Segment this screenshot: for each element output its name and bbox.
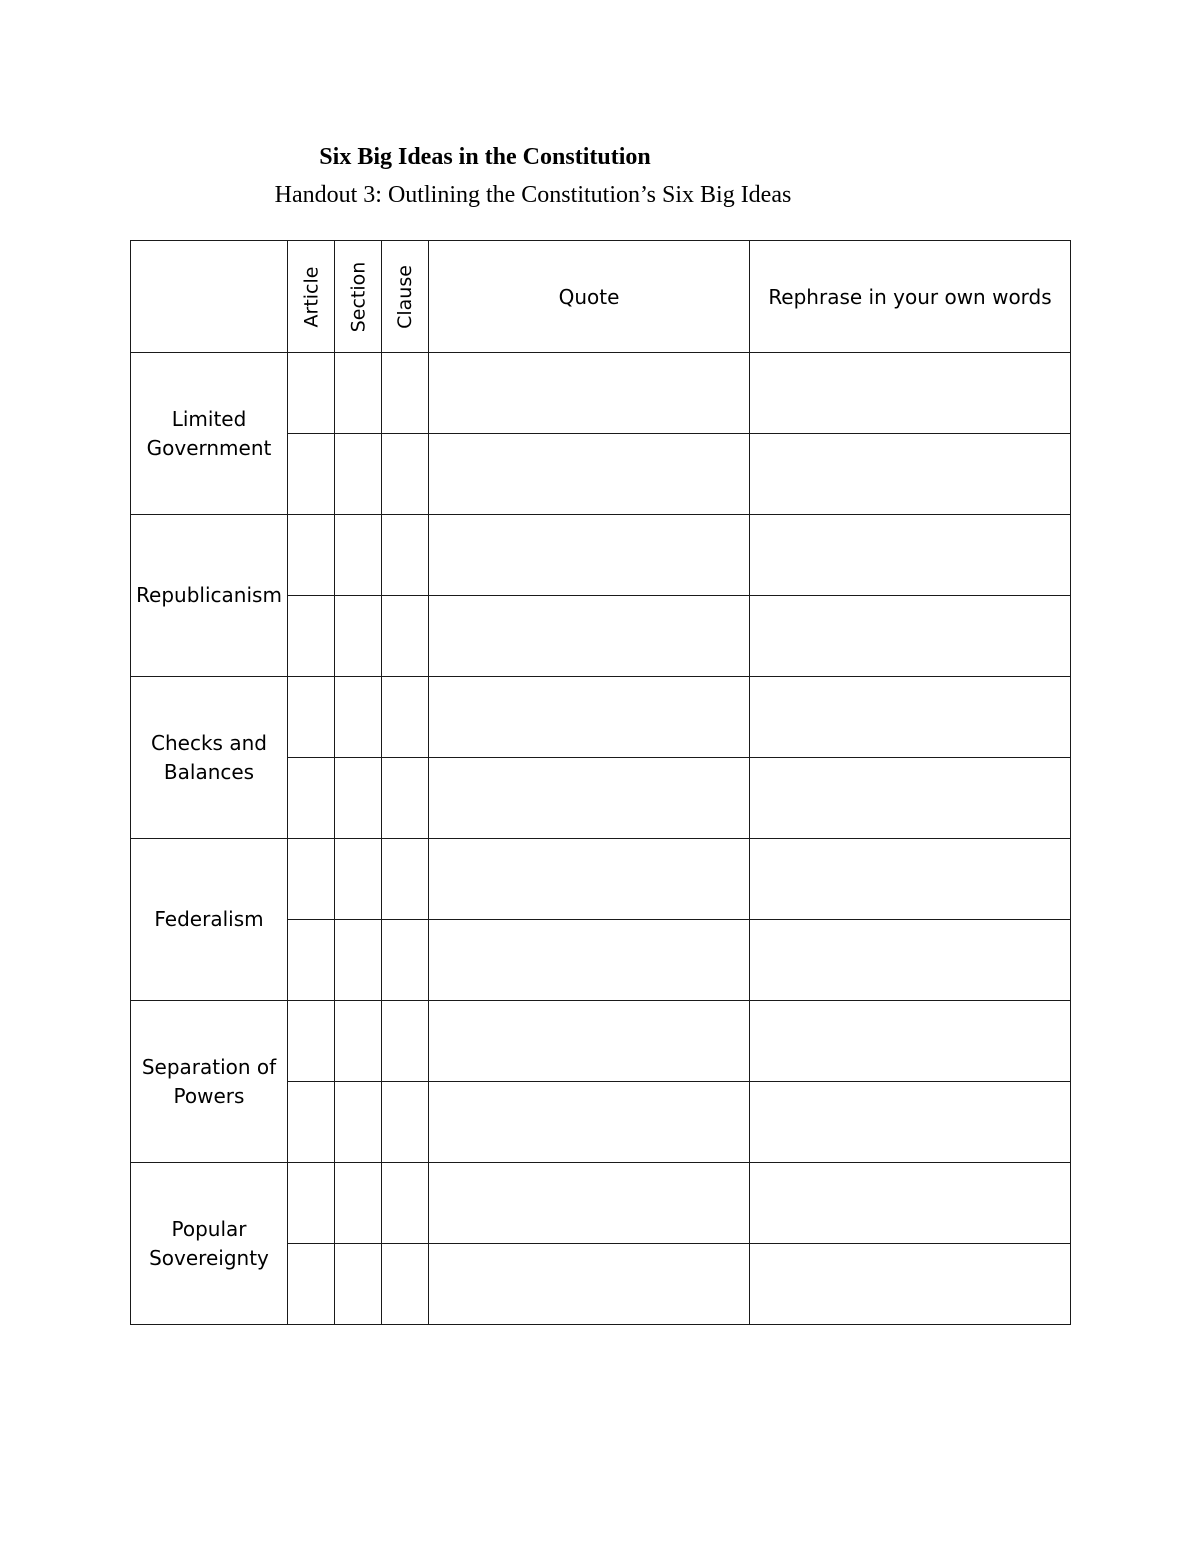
idea-label: Limited Government [146, 406, 272, 460]
article-cell[interactable] [288, 920, 335, 1001]
idea-label-cell [131, 353, 288, 515]
page-title: Six Big Ideas in the Constitution [319, 144, 651, 170]
article-cell[interactable] [288, 677, 335, 758]
table-body [131, 353, 1071, 1325]
page-subtitle: Handout 3: Outlining the Constitution’s Six Big Ideas [274, 182, 792, 208]
quote-cell[interactable] [429, 1001, 750, 1082]
article-cell[interactable] [288, 1082, 335, 1163]
rephrase-cell[interactable] [750, 758, 1071, 839]
rephrase-cell[interactable] [750, 1082, 1071, 1163]
idea-label-cell [131, 1001, 288, 1163]
clause-cell[interactable] [382, 515, 429, 596]
article-cell[interactable] [288, 353, 335, 434]
table-row [131, 1163, 1071, 1244]
header-article [288, 241, 335, 353]
article-cell[interactable] [288, 758, 335, 839]
header-section [335, 241, 382, 353]
rephrase-cell[interactable] [750, 677, 1071, 758]
article-cell[interactable] [288, 434, 335, 515]
quote-cell[interactable] [429, 596, 750, 677]
section-cell[interactable] [335, 434, 382, 515]
rephrase-cell[interactable] [750, 1244, 1071, 1325]
clause-cell[interactable] [382, 677, 429, 758]
section-cell[interactable] [335, 677, 382, 758]
idea-label: Popular Sovereignty [149, 1216, 269, 1270]
idea-label: Separation of Powers [141, 1054, 277, 1108]
section-cell[interactable] [335, 353, 382, 434]
rephrase-cell[interactable] [750, 839, 1071, 920]
quote-cell[interactable] [429, 353, 750, 434]
article-cell[interactable] [288, 1244, 335, 1325]
article-cell[interactable] [288, 1163, 335, 1244]
clause-cell[interactable] [382, 434, 429, 515]
clause-cell[interactable] [382, 353, 429, 434]
header-quote: Quote [429, 241, 750, 353]
rephrase-cell[interactable] [750, 515, 1071, 596]
section-cell[interactable] [335, 515, 382, 596]
article-cell[interactable] [288, 1001, 335, 1082]
table-row [131, 1001, 1071, 1082]
rephrase-cell[interactable] [750, 1163, 1071, 1244]
section-cell[interactable] [335, 1001, 382, 1082]
section-cell[interactable] [335, 758, 382, 839]
table-row [131, 353, 1071, 434]
quote-cell[interactable] [429, 920, 750, 1001]
ideas-worksheet-table [130, 240, 1071, 1325]
quote-cell[interactable] [429, 1163, 750, 1244]
rephrase-cell[interactable] [750, 1001, 1071, 1082]
idea-label: Federalism [154, 907, 264, 931]
header-clause [382, 241, 429, 353]
quote-cell[interactable] [429, 839, 750, 920]
quote-cell[interactable] [429, 758, 750, 839]
rephrase-cell[interactable] [750, 353, 1071, 434]
idea-label: Checks and Balances [151, 730, 267, 784]
clause-cell[interactable] [382, 596, 429, 677]
idea-label-cell [131, 515, 288, 677]
article-cell[interactable] [288, 515, 335, 596]
header-rephrase: Rephrase in your own words [750, 241, 1071, 353]
idea-label-cell [131, 839, 288, 1001]
article-cell[interactable] [288, 839, 335, 920]
rephrase-cell[interactable] [750, 920, 1071, 1001]
clause-cell[interactable] [382, 758, 429, 839]
quote-cell[interactable] [429, 515, 750, 596]
section-cell[interactable] [335, 1082, 382, 1163]
clause-cell[interactable] [382, 1001, 429, 1082]
clause-cell[interactable] [382, 1244, 429, 1325]
section-cell[interactable] [335, 1244, 382, 1325]
section-cell[interactable] [335, 596, 382, 677]
quote-cell[interactable] [429, 677, 750, 758]
clause-cell[interactable] [382, 839, 429, 920]
section-cell[interactable] [335, 839, 382, 920]
table-row [131, 515, 1071, 596]
article-cell[interactable] [288, 596, 335, 677]
quote-cell[interactable] [429, 434, 750, 515]
table-row [131, 839, 1071, 920]
header-row [131, 241, 1071, 353]
header-clause-label: Clause [394, 264, 417, 329]
clause-cell[interactable] [382, 920, 429, 1001]
rephrase-cell[interactable] [750, 434, 1071, 515]
idea-label-cell [131, 677, 288, 839]
quote-cell[interactable] [429, 1244, 750, 1325]
rephrase-cell[interactable] [750, 596, 1071, 677]
header-article-label: Article [300, 266, 323, 327]
section-cell[interactable] [335, 920, 382, 1001]
idea-label: Republicanism [136, 583, 282, 607]
idea-label-cell [131, 1163, 288, 1325]
header-blank-cell [131, 241, 288, 353]
table-row [131, 677, 1071, 758]
clause-cell[interactable] [382, 1082, 429, 1163]
clause-cell[interactable] [382, 1163, 429, 1244]
quote-cell[interactable] [429, 1082, 750, 1163]
header-section-label: Section [347, 261, 369, 332]
section-cell[interactable] [335, 1163, 382, 1244]
